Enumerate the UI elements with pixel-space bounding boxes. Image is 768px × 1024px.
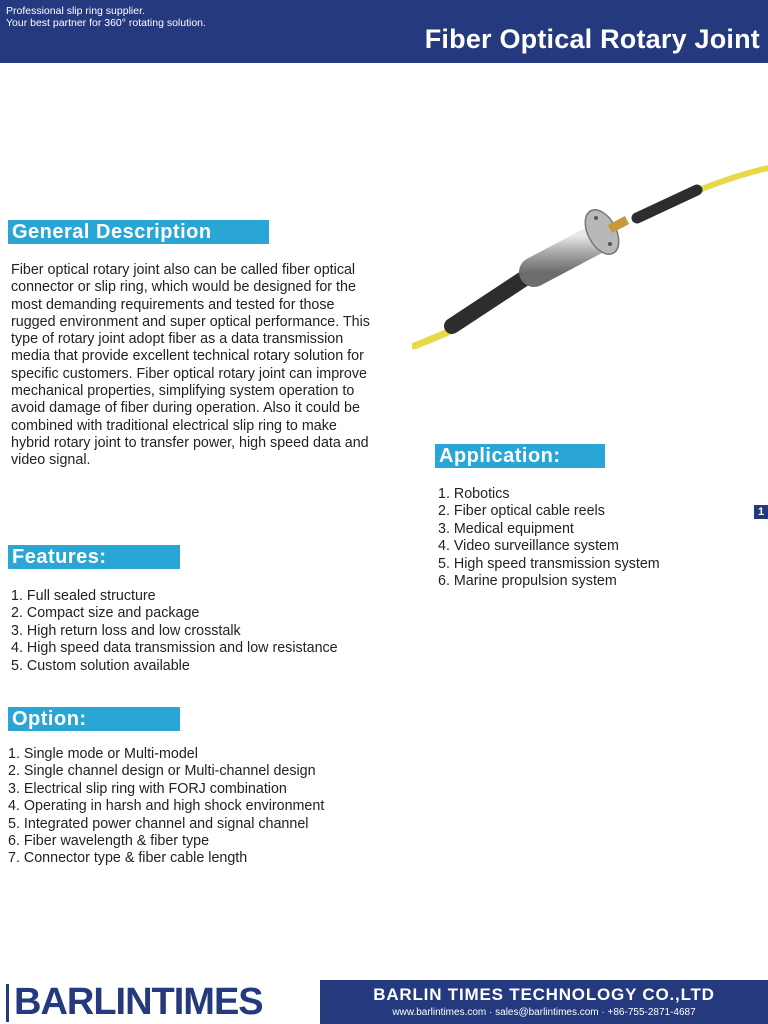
product-image bbox=[412, 140, 768, 370]
list-item: 3. Electrical slip ring with FORJ combination bbox=[8, 780, 287, 797]
list-item: 5. Custom solution available bbox=[11, 657, 190, 674]
option-heading: Option: bbox=[8, 707, 180, 731]
general-description-text: Fiber optical rotary joint also can be called fiber optical connector or slip ring, which would be designed for the most demanding requirements and tested for those rugged environment and super optical performance. This type of rotary joint adopt fiber as a data transmission media that provide excellent technical rotary solution for specific customers. Fiber optical rotary joint can improve mechanical properties, simplifying system operation to avoid damage of fiber during operation. Also it could be combined with traditional electrical slip ring to make hybrid rotary joint to transfer power, high speed data and video signal. bbox=[11, 262, 370, 469]
list-item: 4. Video surveillance system bbox=[438, 538, 619, 555]
page-title: Fiber Optical Rotary Joint bbox=[424, 24, 760, 54]
list-item: 6. Fiber wavelength & fiber type bbox=[8, 833, 210, 850]
application-list bbox=[438, 486, 660, 590]
list-item: 4. High speed data transmission and low resistance bbox=[11, 640, 338, 657]
tagline-line2: Your best partner for 360° rotating solution. bbox=[6, 17, 206, 29]
list-item: 2. Compact size and package bbox=[11, 605, 200, 622]
header-banner bbox=[0, 0, 768, 63]
list-item: 1. Robotics bbox=[438, 486, 510, 502]
list-item: 3. Medical equipment bbox=[438, 520, 574, 537]
tagline bbox=[6, 5, 206, 29]
contact-info: www.barlintimes.com · sales@barlintimes.com · +86-755-2871-4687 bbox=[392, 1007, 696, 1018]
logo-bar bbox=[6, 984, 9, 1022]
company-name: BARLIN TIMES TECHNOLOGY CO.,LTD bbox=[373, 985, 715, 1004]
list-item: 5. Integrated power channel and signal channel bbox=[8, 815, 309, 832]
list-item: 6. Marine propulsion system bbox=[438, 573, 617, 590]
tagline-line1: Professional slip ring supplier. bbox=[6, 5, 145, 17]
features-heading: Features: bbox=[8, 545, 180, 569]
list-item: 2. Fiber optical cable reels bbox=[438, 503, 605, 520]
list-item: 1. Single mode or Multi-model bbox=[8, 746, 198, 762]
company-banner bbox=[320, 980, 768, 1024]
list-item: 1. Full sealed structure bbox=[11, 588, 156, 604]
logo bbox=[0, 980, 318, 1024]
option-list bbox=[8, 746, 324, 868]
list-item: 5. High speed transmission system bbox=[438, 555, 660, 572]
footer bbox=[0, 980, 768, 1024]
list-item: 7. Connector type & fiber cable length bbox=[8, 850, 248, 867]
list-item: 3. High return loss and low crosstalk bbox=[11, 622, 241, 639]
list-item: 2. Single channel design or Multi-channel design bbox=[8, 763, 316, 780]
application-heading: Application: bbox=[435, 444, 605, 468]
features-list bbox=[11, 588, 338, 675]
logo-text: BARLINTIMES bbox=[14, 981, 263, 1023]
general-description-heading: General Description bbox=[8, 220, 269, 244]
list-item: 4. Operating in harsh and high shock environment bbox=[8, 798, 325, 815]
page-number: 1 bbox=[754, 505, 768, 519]
